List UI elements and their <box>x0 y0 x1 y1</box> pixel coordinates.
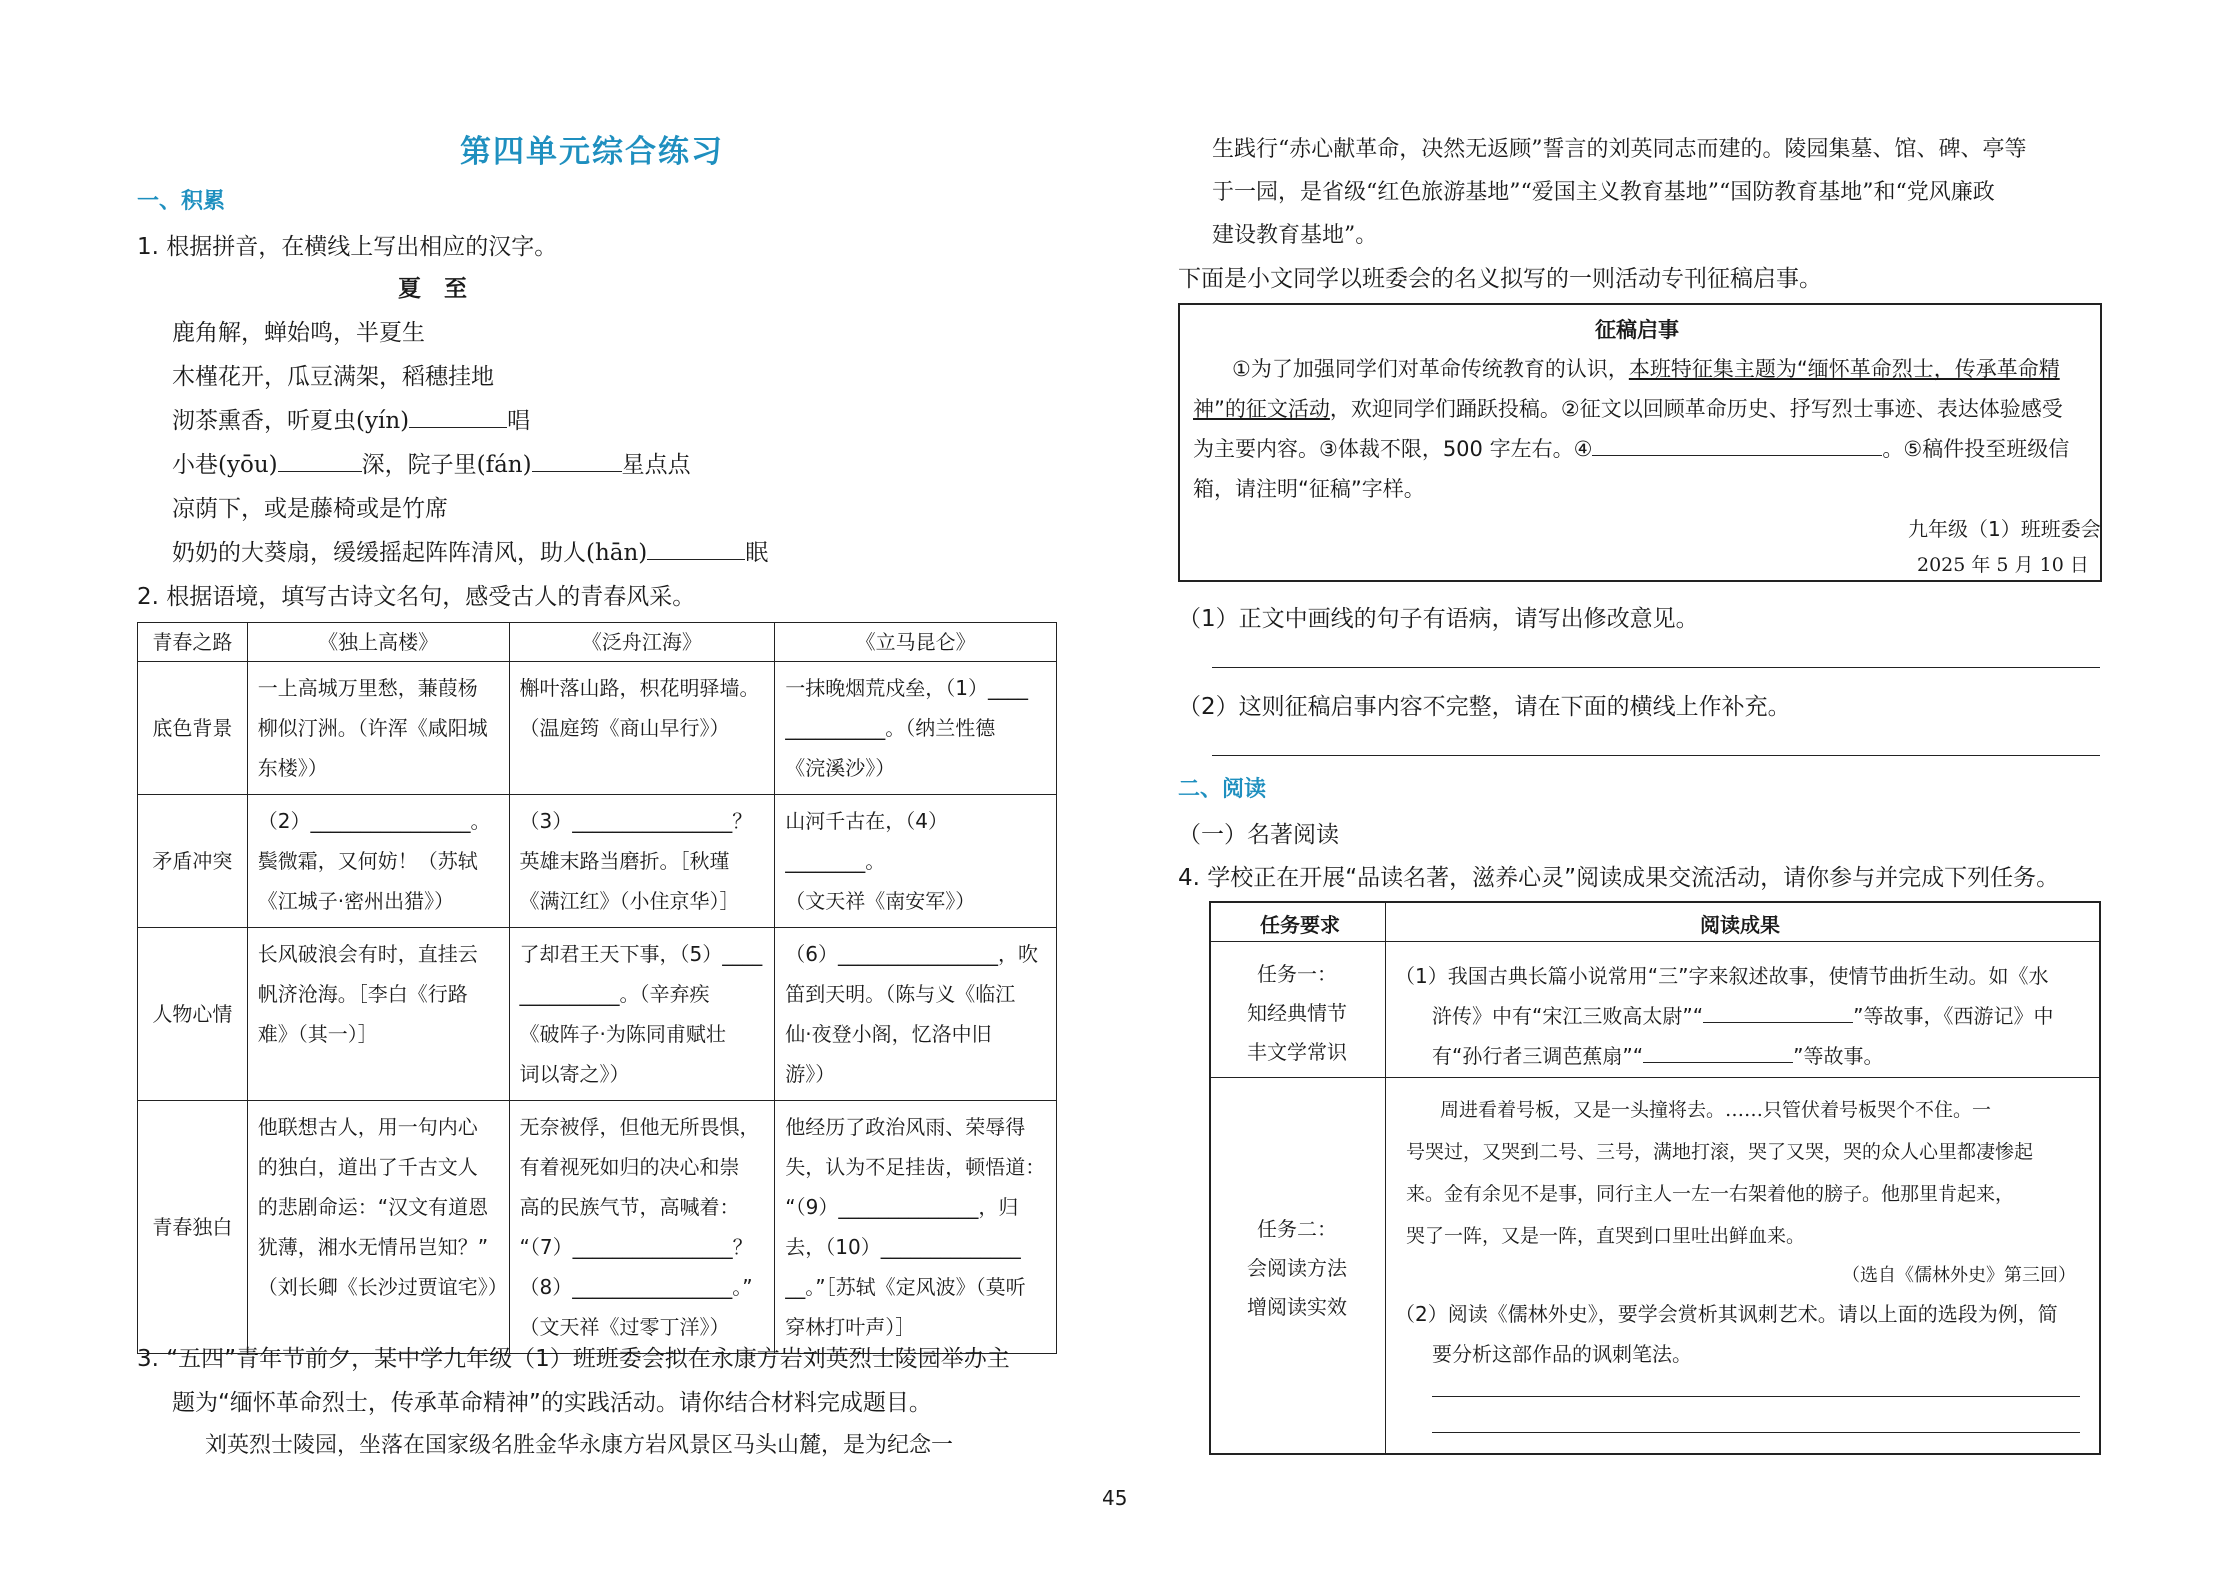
table-row <box>138 662 1057 795</box>
table-cell[interactable]: （6）________________，吹 笛到天明。（陈与义《临江 仙·夜登小阁，忆洛中旧 游》） <box>775 928 1057 1101</box>
table-row <box>138 795 1057 928</box>
page-number: 45 <box>1102 1486 1128 1510</box>
answer-blank[interactable] <box>278 451 362 472</box>
table-header: 任务要求 <box>1260 913 1340 937</box>
poem-title: 夏 至 <box>398 276 467 302</box>
task-2-question: 要分析这部作品的讽刺笔法。 <box>1432 1342 1692 1366</box>
table-cell[interactable]: 他经历了政治风雨、荣辱得 失，认为不足挂齿，顿悟道： “（9）______________，归 去，（10）______________ __。”［苏轼《定风波》（莫听 穿林打叶声）］ <box>775 1101 1057 1354</box>
answer-line[interactable] <box>1432 1396 2080 1397</box>
underlined-sentence: 本班特征集主题为“缅怀革命烈士，传承革命精 <box>1628 357 2060 381</box>
table-cell: 槲叶落山路，枳花明驿墙。 （温庭筠《商山早行》） <box>509 662 775 795</box>
task-1-label: 任务一： 知经典情节 丰文学常识 <box>1247 962 1347 1064</box>
table-cell[interactable]: （3）________________？ 英雄末路当磨折。［秋瑾 《满江红》（小住京华）］ <box>509 795 775 928</box>
passage-line: 哭了一阵，又是一阵，直哭到口里吐出鲜血来。 <box>1406 1225 1806 1247</box>
answer-blank[interactable] <box>532 451 622 472</box>
question-4-prompt: 4. 学校正在开展“品读名著，滋养心灵”阅读成果交流活动，请你参与并完成下列任务。 <box>1178 865 2060 891</box>
poem-text: 唱 <box>507 408 531 434</box>
poem-text: 奶奶的大葵扇，缓缓摇起阵阵清风，助人(hān) <box>172 540 648 566</box>
table-cell[interactable]: 了却君王天下事，（5）____ __________。（辛弃疾 《破阵子·为陈同甫赋壮 词以寄之》） <box>509 928 775 1101</box>
answer-line[interactable] <box>1212 755 2100 756</box>
answer-blank[interactable] <box>1703 1002 1853 1023</box>
question-1-prompt: 1. 根据拼音，在横线上写出相应的汉字。 <box>137 234 558 260</box>
row-label: 青春独白 <box>138 1101 248 1354</box>
poem-line <box>172 402 530 435</box>
task-2-label: 任务二： 会阅读方法 增阅读实效 <box>1247 1217 1347 1319</box>
section-heading-reading: 二、阅读 <box>1178 777 1267 802</box>
notice-date: 2025 年 5 月 10 日 <box>1917 554 2089 576</box>
poem-line: 凉荫下，或是藤椅或是竹席 <box>172 496 448 522</box>
poem-text: 深，院子里(fán) <box>361 452 532 478</box>
answer-blank[interactable] <box>647 539 745 560</box>
table-row <box>138 1101 1057 1354</box>
poem-line <box>172 446 691 479</box>
table-header: 阅读成果 <box>1700 913 1780 937</box>
table-header: 《独上高楼》 <box>247 623 509 662</box>
question-3-prompt: 3. “五四”青年节前夕，某中学九年级（1）班班委会拟在永康方岩刘英烈士陵园举办主 <box>137 1346 1010 1372</box>
poetry-table <box>137 622 1057 1354</box>
question-3-prompt-cont: 题为“缅怀革命烈士，传承革命精神”的实践活动。请你结合材料完成题目。 <box>172 1390 932 1416</box>
material-paragraph: 于一园，是省级“红色旅游基地”“爱国主义教育基地”“国防教育基地”和“党风廉政 <box>1212 180 1995 205</box>
answer-line[interactable] <box>1432 1432 2080 1433</box>
poem-line: 木槿花开，瓜豆满架，稻穗挂地 <box>172 364 494 390</box>
table-cell: 一上高城万里愁，蒹葭杨 柳似汀洲。（许浑《咸阳城 东楼》） <box>247 662 509 795</box>
notice-intro: 下面是小文同学以班委会的名义拟写的一则活动专刊征稿启事。 <box>1178 266 1822 292</box>
row-label: 人物心情 <box>138 928 248 1101</box>
material-paragraph: 建设教育基地”。 <box>1212 223 1378 248</box>
page-title: 第四单元综合练习 <box>460 134 724 170</box>
question-3-sub1: （1）正文中画线的句子有语病，请写出修改意见。 <box>1178 606 1699 632</box>
table-header-row <box>138 623 1057 662</box>
table-divider <box>1209 941 2099 942</box>
notice-line: 为主要内容。③体裁不限，500 字左右。④ 。⑤稿件投至班级信 <box>1193 437 2070 461</box>
question-2-prompt: 2. 根据语境，填写古诗文名句，感受古人的青春风采。 <box>137 584 696 610</box>
table-divider <box>1385 901 1386 1453</box>
table-cell[interactable]: 无奈被俘，但他无所畏惧， 有着视死如归的决心和崇 高的民族气节，高喊着： “（7）________________？ （8）________________。” （文天祥《过零丁洋》） <box>509 1101 775 1354</box>
reading-subheading: （一）名著阅读 <box>1178 822 1339 848</box>
question-3-sub2: （2）这则征稿启事内容不完整，请在下面的横线上作补充。 <box>1178 694 1791 720</box>
task-1-line: 有“孙行者三调芭蕉扇”“ ”等故事。 <box>1432 1044 1884 1068</box>
passage-source: （选自《儒林外史》第三回） <box>1842 1265 2076 1286</box>
table-header: 《泛舟江海》 <box>509 623 775 662</box>
answer-line[interactable] <box>1212 667 2100 668</box>
notice-title: 征稿启事 <box>1595 318 1679 342</box>
row-label: 底色背景 <box>138 662 248 795</box>
table-cell[interactable]: 一抹晚烟荒戍垒，（1）____ __________。（纳兰性德 《浣溪沙》） <box>775 662 1057 795</box>
section-heading-accumulation: 一、积累 <box>137 189 226 214</box>
poem-text: 星点点 <box>621 452 691 478</box>
table-cell: 他联想古人，用一句内心 的独白，道出了千古文人 的悲剧命运：“汉文有道恩 犹薄，湘水无情吊岂知？” （刘长卿《长沙过贾谊宅》） <box>247 1101 509 1354</box>
passage-line: 来。金有余见不是事，同行主人一左一右架着他的膀子。他那里肯起来， <box>1406 1183 2015 1205</box>
task-1-line: 浒传》中有“宋江三败高太尉”“ ”等故事，《西游记》中 <box>1432 1004 2054 1028</box>
notice-signature: 九年级（1）班班委会 <box>1908 517 2101 541</box>
answer-blank[interactable] <box>1592 435 1882 456</box>
notice-line: 神”的征文活动，欢迎同学们踊跃投稿。②征文以回顾革命历史、抒写烈士事迹、表达体验感受 <box>1193 397 2063 421</box>
poem-text: 小巷(yōu) <box>172 452 278 478</box>
table-row <box>138 928 1057 1101</box>
task-2-question: （2）阅读《儒林外史》，要学会赏析其讽刺艺术。请以上面的选段为例，简 <box>1395 1302 2058 1326</box>
poem-text: 眠 <box>745 540 769 566</box>
material-paragraph: 生践行“赤心献革命，决然无返顾”誓言的刘英同志而建的。陵园集墓、馆、碑、亭等 <box>1212 137 2027 162</box>
poem-text: 沏茶熏香，听夏虫(yín) <box>172 408 410 434</box>
underlined-sentence: 神”的征文活动 <box>1193 397 1330 421</box>
passage-line: 号哭过，又哭到二号、三号，满地打滚，哭了又哭，哭的众人心里都凄惨起 <box>1406 1141 2034 1163</box>
table-cell[interactable]: （2）________________。 鬓微霜，又何妨！（苏轼 《江城子·密州出猎》） <box>247 795 509 928</box>
answer-blank[interactable] <box>1643 1042 1793 1063</box>
notice-line: 箱，请注明“征稿”字样。 <box>1193 477 1425 501</box>
passage-line: 周进看着号板，又是一头撞将去。……只管伏着号板哭个不住。一 <box>1440 1099 1992 1121</box>
poem-line <box>172 534 768 567</box>
material-paragraph: 刘英烈士陵园，坐落在国家级名胜金华永康方岩风景区马头山麓，是为纪念一 <box>205 1433 954 1458</box>
row-label: 矛盾冲突 <box>138 795 248 928</box>
poem-line: 鹿角解，蝉始鸣，半夏生 <box>172 320 425 346</box>
task-1-line: （1）我国古典长篇小说常用“三”字来叙述故事，使情节曲折生动。如《水 <box>1395 964 2049 988</box>
table-header: 《立马昆仑》 <box>775 623 1057 662</box>
table-cell: 长风破浪会有时，直挂云 帆济沧海。［李白《行路 难》（其一）］ <box>247 928 509 1101</box>
answer-blank[interactable] <box>409 407 507 428</box>
table-header: 青春之路 <box>138 623 248 662</box>
table-divider <box>1209 1077 2099 1078</box>
notice-line: ①为了加强同学们对革命传统教育的认识，本班特征集主题为“缅怀革命烈士，传承革命精 <box>1232 357 2060 381</box>
table-cell[interactable]: 山河千古在，（4）________。 （文天祥《南安军》） <box>775 795 1057 928</box>
